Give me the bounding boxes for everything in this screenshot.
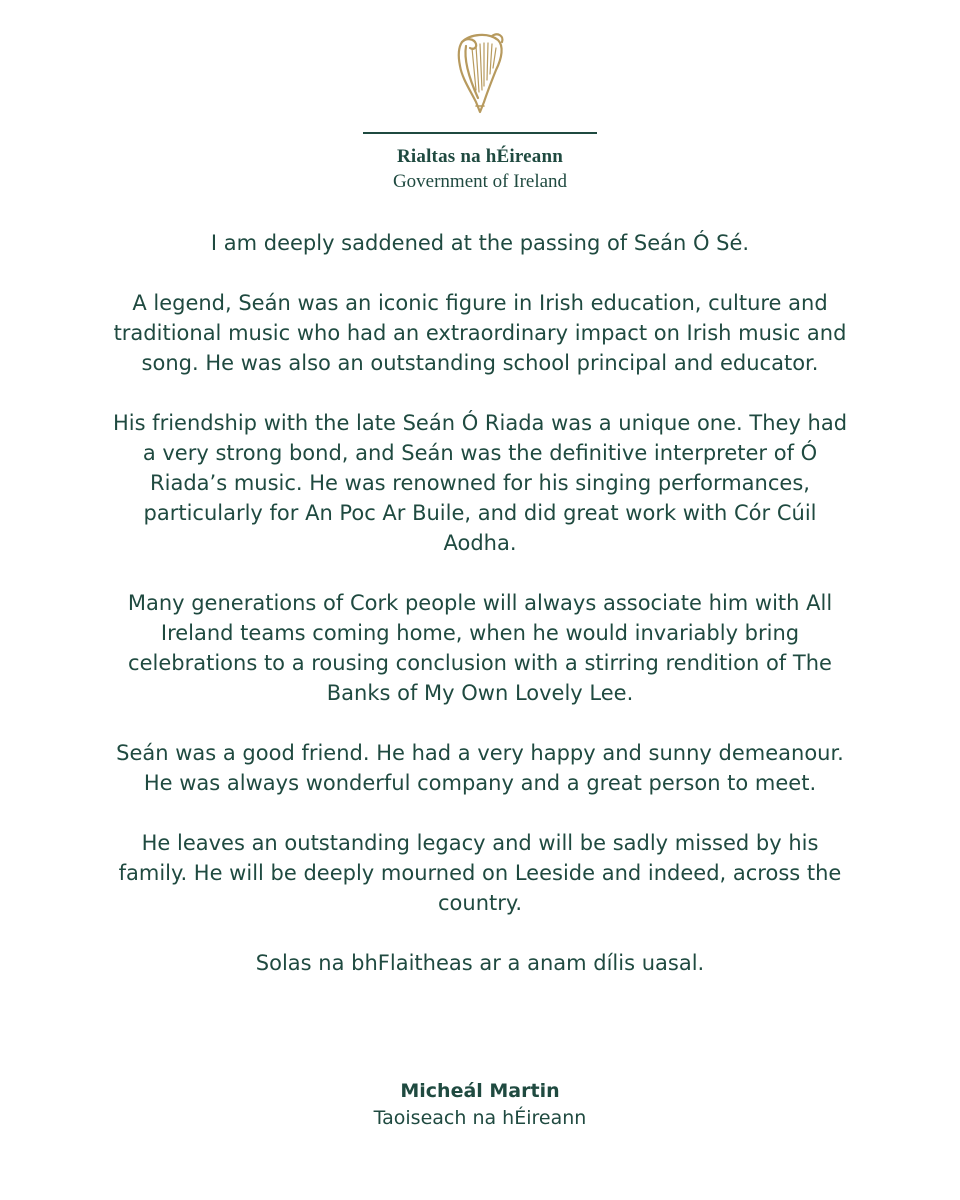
signatory-title: Taoiseach na hÉireann [373,1107,587,1129]
signature-block [0,1078,960,1132]
statement-body [110,228,850,1008]
statement-paragraph: Seán was a good friend. He had a very happy and sunny demeanour. He was always wonderful company and a great person to meet. [116,741,844,795]
statement-paragraph: Solas na bhFlaitheas ar a anam dílis uasal. [255,951,705,975]
harp-icon [440,28,520,118]
statement-paragraph: A legend, Seán was an iconic figure in Irish education, culture and traditional music who had an extraordinary impact on Irish music and song. He was also an outstanding school principal and educator. [113,291,847,375]
org-name-irish: Rialtas na hÉireann [396,146,564,167]
statement-paragraph: He leaves an outstanding legacy and will be sadly missed by his family. He will be deeply mourned on Leeside and indeed, across the country. [118,831,842,915]
statement-paragraph: Many generations of Cork people will always associate him with All Ireland teams coming home, when he would invariably bring celebrations to a rousing conclusion with a stirring rendition of The Banks of My Own Lovely Lee. [127,591,833,705]
org-name-english: Government of Ireland [392,171,568,192]
header-divider [363,132,597,134]
statement-paragraph: I am deeply saddened at the passing of Seán Ó Sé. [210,231,750,255]
signatory-name: Micheál Martin [400,1080,560,1102]
statement-paragraph: His friendship with the late Seán Ó Riada was a unique one. They had a very strong bond, and Seán was the definitive interpreter of Ó Riada’s music. He was renowned for his singing performances, particularly for An Poc Ar Buile, and did great work with Cór Cúil Aodha. [112,411,848,555]
